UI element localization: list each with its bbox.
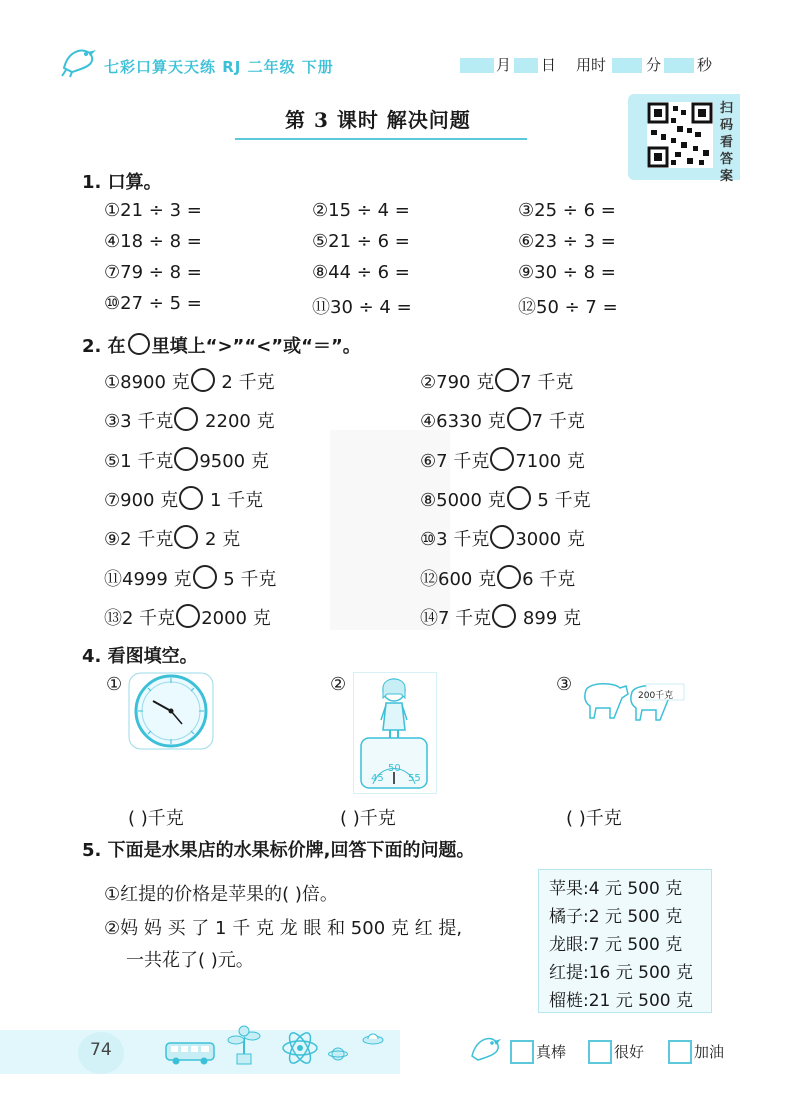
compare-number: ② — [420, 372, 437, 393]
compare-number: ⑨ — [104, 529, 121, 550]
compare-left: 2 千克 — [122, 608, 176, 629]
compare-right: 9500 克 — [199, 451, 269, 472]
compare-right: 7 千克 — [520, 372, 574, 393]
compare-item — [104, 368, 275, 394]
compare-circle-blank[interactable] — [174, 525, 198, 549]
answer-blank-3[interactable]: ( )千克 — [566, 808, 622, 829]
seconds-field[interactable] — [664, 58, 694, 73]
compare-number: ⑤ — [104, 451, 121, 472]
qr-caption: 扫 码 看 答 案 — [720, 101, 734, 184]
compare-item — [104, 604, 271, 630]
compare-circle-blank[interactable] — [495, 368, 519, 392]
cow-weight-tag: 200千克 — [638, 691, 674, 701]
oral-calc-item: ⑪30 ÷ 4 = — [312, 297, 412, 318]
answer-blank-2[interactable]: ( )千克 — [340, 808, 396, 829]
compare-left: 3 千克 — [436, 529, 490, 550]
compare-circle-blank[interactable] — [174, 407, 198, 431]
rating-label-keep-going: 加油 — [694, 1043, 725, 1061]
compare-item — [104, 407, 275, 433]
compare-left: 5000 克 — [436, 490, 506, 511]
bus-icon — [164, 1040, 216, 1066]
compare-right: 5 千克 — [217, 569, 277, 590]
compare-left: 3 千克 — [120, 411, 174, 432]
rating-checkbox-excellent[interactable] — [510, 1040, 534, 1064]
compare-right: 7100 克 — [515, 451, 585, 472]
compare-circle-blank[interactable] — [507, 407, 531, 431]
compare-number: ⑭ — [420, 608, 438, 629]
oral-calc-item: ⑧44 ÷ 6 = — [312, 262, 410, 283]
compare-item — [420, 486, 591, 512]
compare-item — [104, 525, 240, 551]
compare-number: ⑬ — [104, 608, 122, 629]
oral-calc-item: ⑥23 ÷ 3 = — [518, 231, 616, 252]
day-label: 日 — [541, 56, 557, 74]
series-title: 七彩口算天天练 RJ 二年级 下册 — [104, 58, 334, 76]
compare-circle-blank[interactable] — [174, 447, 198, 471]
section2-heading: 2. 在 里填上“>”“<”或“＝”。 — [82, 332, 361, 358]
scale-tick-50: 50 — [388, 763, 401, 774]
month-field[interactable] — [460, 58, 494, 73]
price-row: 苹果:4 元 500 克 — [549, 879, 683, 899]
compare-right: 6 千克 — [522, 569, 576, 590]
price-row: 龙眼:7 元 500 克 — [549, 935, 683, 955]
compare-circle-blank[interactable] — [176, 604, 200, 628]
compare-number: ⑩ — [420, 529, 437, 550]
day-field[interactable] — [514, 58, 538, 73]
compare-left: 7 千克 — [436, 451, 490, 472]
compare-left: 4999 克 — [122, 569, 192, 590]
compare-left: 600 克 — [438, 569, 497, 590]
compare-left: 1 千克 — [120, 451, 174, 472]
girl-on-scale-icon — [353, 672, 435, 792]
compare-circle-blank[interactable] — [191, 368, 215, 392]
compare-item — [420, 368, 573, 394]
compare-circle-blank[interactable] — [490, 447, 514, 471]
compare-left: 900 克 — [120, 490, 179, 511]
compare-circle-blank[interactable] — [507, 486, 531, 510]
compare-item — [104, 565, 276, 591]
compare-item — [420, 604, 581, 630]
oral-calc-item: ⑨30 ÷ 8 = — [518, 262, 616, 283]
question-2-line2: 一共花了( )元。 — [126, 950, 254, 971]
section5-heading: 5. 下面是水果店的水果标价牌,回答下面的问题。 — [82, 840, 475, 861]
oral-calc-item: ⑦79 ÷ 8 = — [104, 262, 202, 283]
month-label: 月 — [496, 56, 512, 74]
figure-label-3: ③ — [556, 674, 573, 695]
question-2-line1: ②妈 妈 买 了 1 千 克 龙 眼 和 500 克 红 提, — [104, 918, 463, 939]
price-row: 榴梿:21 元 500 克 — [549, 991, 694, 1011]
compare-item — [104, 447, 269, 473]
compare-right: 7 千克 — [531, 411, 585, 432]
figure-label-1: ① — [106, 674, 123, 695]
compare-number: ① — [104, 372, 121, 393]
scale-tick-45: 45 — [371, 773, 384, 784]
compare-number: ⑧ — [420, 490, 437, 511]
compare-left: 790 克 — [436, 372, 495, 393]
title-underline — [235, 138, 527, 140]
compare-right: 2 克 — [199, 529, 241, 550]
oral-calc-item: ③25 ÷ 6 = — [518, 200, 616, 221]
compare-right: 2200 克 — [199, 411, 275, 432]
oral-calc-item: ⑤21 ÷ 6 = — [312, 231, 410, 252]
circle-blank-icon — [128, 333, 150, 355]
compare-item — [420, 525, 585, 551]
plant-icon — [226, 1024, 262, 1066]
compare-number: ⑪ — [104, 569, 122, 590]
scale-dial-icon — [128, 672, 214, 750]
seconds-label: 秒 — [697, 56, 713, 74]
oral-calc-item: ①21 ÷ 3 = — [104, 200, 202, 221]
compare-number: ⑦ — [104, 490, 121, 511]
compare-right: 899 克 — [517, 608, 581, 629]
compare-left: 7 千克 — [438, 608, 492, 629]
oral-calc-item: ②15 ÷ 4 = — [312, 200, 410, 221]
compare-item — [420, 565, 575, 591]
compare-circle-blank[interactable] — [497, 565, 521, 589]
atom-icon — [280, 1028, 320, 1068]
compare-right: 3000 克 — [515, 529, 585, 550]
compare-item — [104, 486, 263, 512]
planet-icon — [328, 1044, 348, 1064]
compare-left: 2 千克 — [120, 529, 174, 550]
compare-left: 6330 克 — [436, 411, 506, 432]
price-board — [538, 869, 712, 1013]
compare-item — [420, 447, 585, 473]
minutes-label: 分 — [646, 56, 662, 74]
rating-label-excellent: 真棒 — [536, 1043, 567, 1061]
compare-circle-blank[interactable] — [179, 486, 203, 510]
section4-heading: 4. 看图填空。 — [82, 646, 198, 667]
qr-code-icon[interactable] — [647, 102, 713, 168]
compare-number: ③ — [104, 411, 121, 432]
section1-heading: 1. 口算。 — [82, 172, 162, 193]
rating-label-good: 很好 — [614, 1043, 645, 1061]
bird-logo-icon — [58, 42, 98, 78]
compare-right: 2000 克 — [201, 608, 271, 629]
mascot-bird-icon — [468, 1030, 502, 1066]
oral-calc-item: ④18 ÷ 8 = — [104, 231, 202, 252]
ufo-icon — [362, 1030, 384, 1046]
compare-number: ⑥ — [420, 451, 437, 472]
compare-right: 5 千克 — [531, 490, 591, 511]
price-row: 红提:16 元 500 克 — [549, 963, 694, 983]
compare-left: 8900 克 — [120, 372, 190, 393]
oral-calc-item: ⑫50 ÷ 7 = — [518, 297, 618, 318]
oral-calc-item: ⑩27 ÷ 5 = — [104, 293, 202, 314]
compare-right: 2 千克 — [215, 372, 275, 393]
compare-circle-blank[interactable] — [490, 525, 514, 549]
minutes-field[interactable] — [612, 58, 642, 73]
question-1: ①红提的价格是苹果的( )倍。 — [104, 884, 338, 905]
compare-circle-blank[interactable] — [492, 604, 516, 628]
price-row: 橘子:2 元 500 克 — [549, 907, 683, 927]
scale-tick-55: 55 — [408, 773, 421, 784]
answer-blank-1[interactable]: ( )千克 — [128, 808, 184, 829]
figure-label-2: ② — [330, 674, 347, 695]
page-number: 74 — [90, 1040, 112, 1060]
compare-circle-blank[interactable] — [193, 565, 217, 589]
rating-checkbox-good[interactable] — [588, 1040, 612, 1064]
rating-checkbox-keep-going[interactable] — [668, 1040, 692, 1064]
compare-item — [420, 407, 585, 433]
compare-right: 1 千克 — [204, 490, 264, 511]
compare-number: ④ — [420, 411, 437, 432]
lesson-title: 第 3 课时 解决问题 — [285, 108, 471, 132]
compare-number: ⑫ — [420, 569, 438, 590]
time-used-label: 用时 — [576, 56, 607, 74]
